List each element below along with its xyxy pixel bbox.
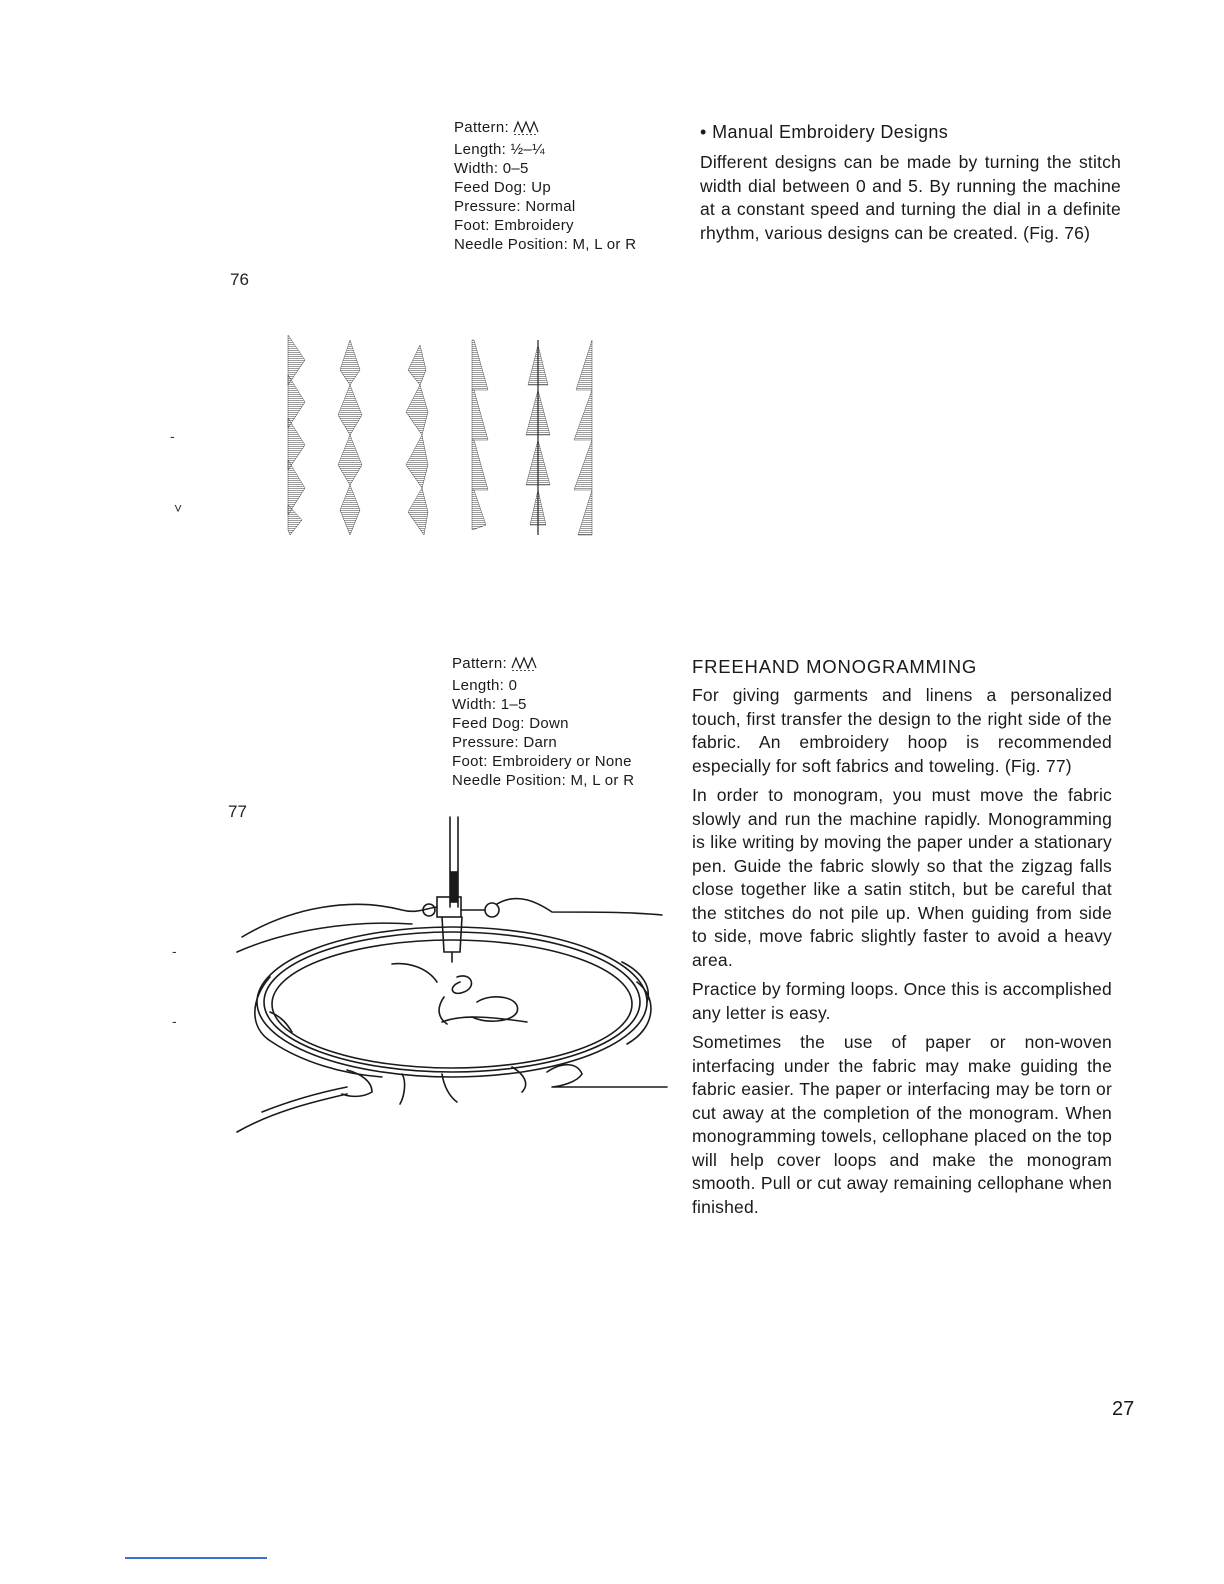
pattern-setting: [454, 118, 636, 140]
needle-position-setting: Needle Position: M, L or R: [454, 236, 637, 253]
freehand-monogramming-section: [692, 656, 1112, 1225]
figure-number-76: 76: [230, 270, 249, 289]
pattern-label: Pattern:: [454, 119, 509, 136]
length-setting: Length: 0: [452, 677, 518, 694]
manual-embroidery-section: [700, 122, 1121, 251]
paragraph-2: In order to monogram, you must move the fabric slowly and run the machine rapidly. Monogramming is like writing by moving the paper under a stationary pen. Guide the fabric slowly so that the zigzag falls close together like a satin stitch, but be careful that the stitches do not pile up. When guiding from side to side, move fabric slightly faster to avoid a heavy area.: [692, 785, 1112, 970]
figure-77-hoop-illustration: [232, 812, 672, 1147]
width-setting: Width: 1–5: [452, 696, 527, 713]
pressure-setting: Pressure: Normal: [454, 198, 576, 215]
figure-76-stitch-samples: [280, 330, 620, 545]
pattern-label: Pattern:: [452, 655, 507, 672]
stitch-column-1: [288, 335, 305, 535]
paragraph-1: For giving garments and linens a personalized touch, first transfer the design to the right side of the fabric. An embroidery hoop is recommended especially for soft fabrics and toweling. (Fig. 77): [692, 685, 1112, 776]
stitch-column-6: [574, 340, 592, 535]
foot-setting: Foot: Embroidery or None: [452, 753, 632, 770]
embroidery-hoop-illustration: [232, 812, 672, 1142]
feed-dog-setting: Feed Dog: Up: [454, 179, 551, 196]
paragraph-4: Sometimes the use of paper or non-woven interfacing under the fabric may make guiding the fabric easier. The paper or interfacing may be torn or cut away at the completion of the monogram. When monogramming towels, cellophane placed on the top will help cover loops and make the monogram smooth. Pull or cut away remaining cellophane when finished.: [692, 1032, 1112, 1217]
section-heading: FREEHAND MONOGRAMMING: [692, 656, 978, 677]
page-number: 27: [1112, 1398, 1135, 1420]
manual-embroidery-paragraph: Different designs can be made by turning the stitch width dial between 0 and 5. By running the machine at a constant speed and turning the dial in a definite rhythm, various designs can be created. (Fig. 76): [700, 152, 1121, 243]
margin-mark: -: [172, 1013, 177, 1029]
pressure-setting: Pressure: Darn: [452, 734, 558, 751]
margin-mark: ˅: [174, 500, 183, 516]
zigzag-pattern-icon: [511, 655, 537, 676]
paragraph-3: Practice by forming loops. Once this is accomplished any letter is easy.: [692, 979, 1112, 1023]
zigzag-pattern-icon: [513, 119, 539, 140]
margin-mark: -: [170, 428, 175, 444]
pattern-setting: [452, 654, 634, 676]
stitch-column-5: [526, 340, 550, 535]
settings-block-fig76: [454, 118, 636, 254]
margin-mark: -: [172, 943, 177, 959]
stitch-column-4: [472, 340, 488, 530]
stitch-column-2: [338, 340, 362, 535]
settings-block-fig77: [452, 654, 634, 790]
feed-dog-setting: Feed Dog: Down: [452, 715, 569, 732]
width-setting: Width: 0–5: [454, 160, 529, 177]
bottom-rule: [125, 1557, 267, 1559]
foot-setting: Foot: Embroidery: [454, 217, 574, 234]
manual-embroidery-title: • Manual Embroidery Designs: [700, 122, 949, 142]
length-setting: Length: ½–¼: [454, 141, 545, 158]
stitch-samples-illustration: [280, 330, 620, 540]
figure-number-77: 77: [228, 802, 247, 821]
stitch-column-3: [406, 345, 428, 535]
needle-position-setting: Needle Position: M, L or R: [452, 772, 635, 789]
